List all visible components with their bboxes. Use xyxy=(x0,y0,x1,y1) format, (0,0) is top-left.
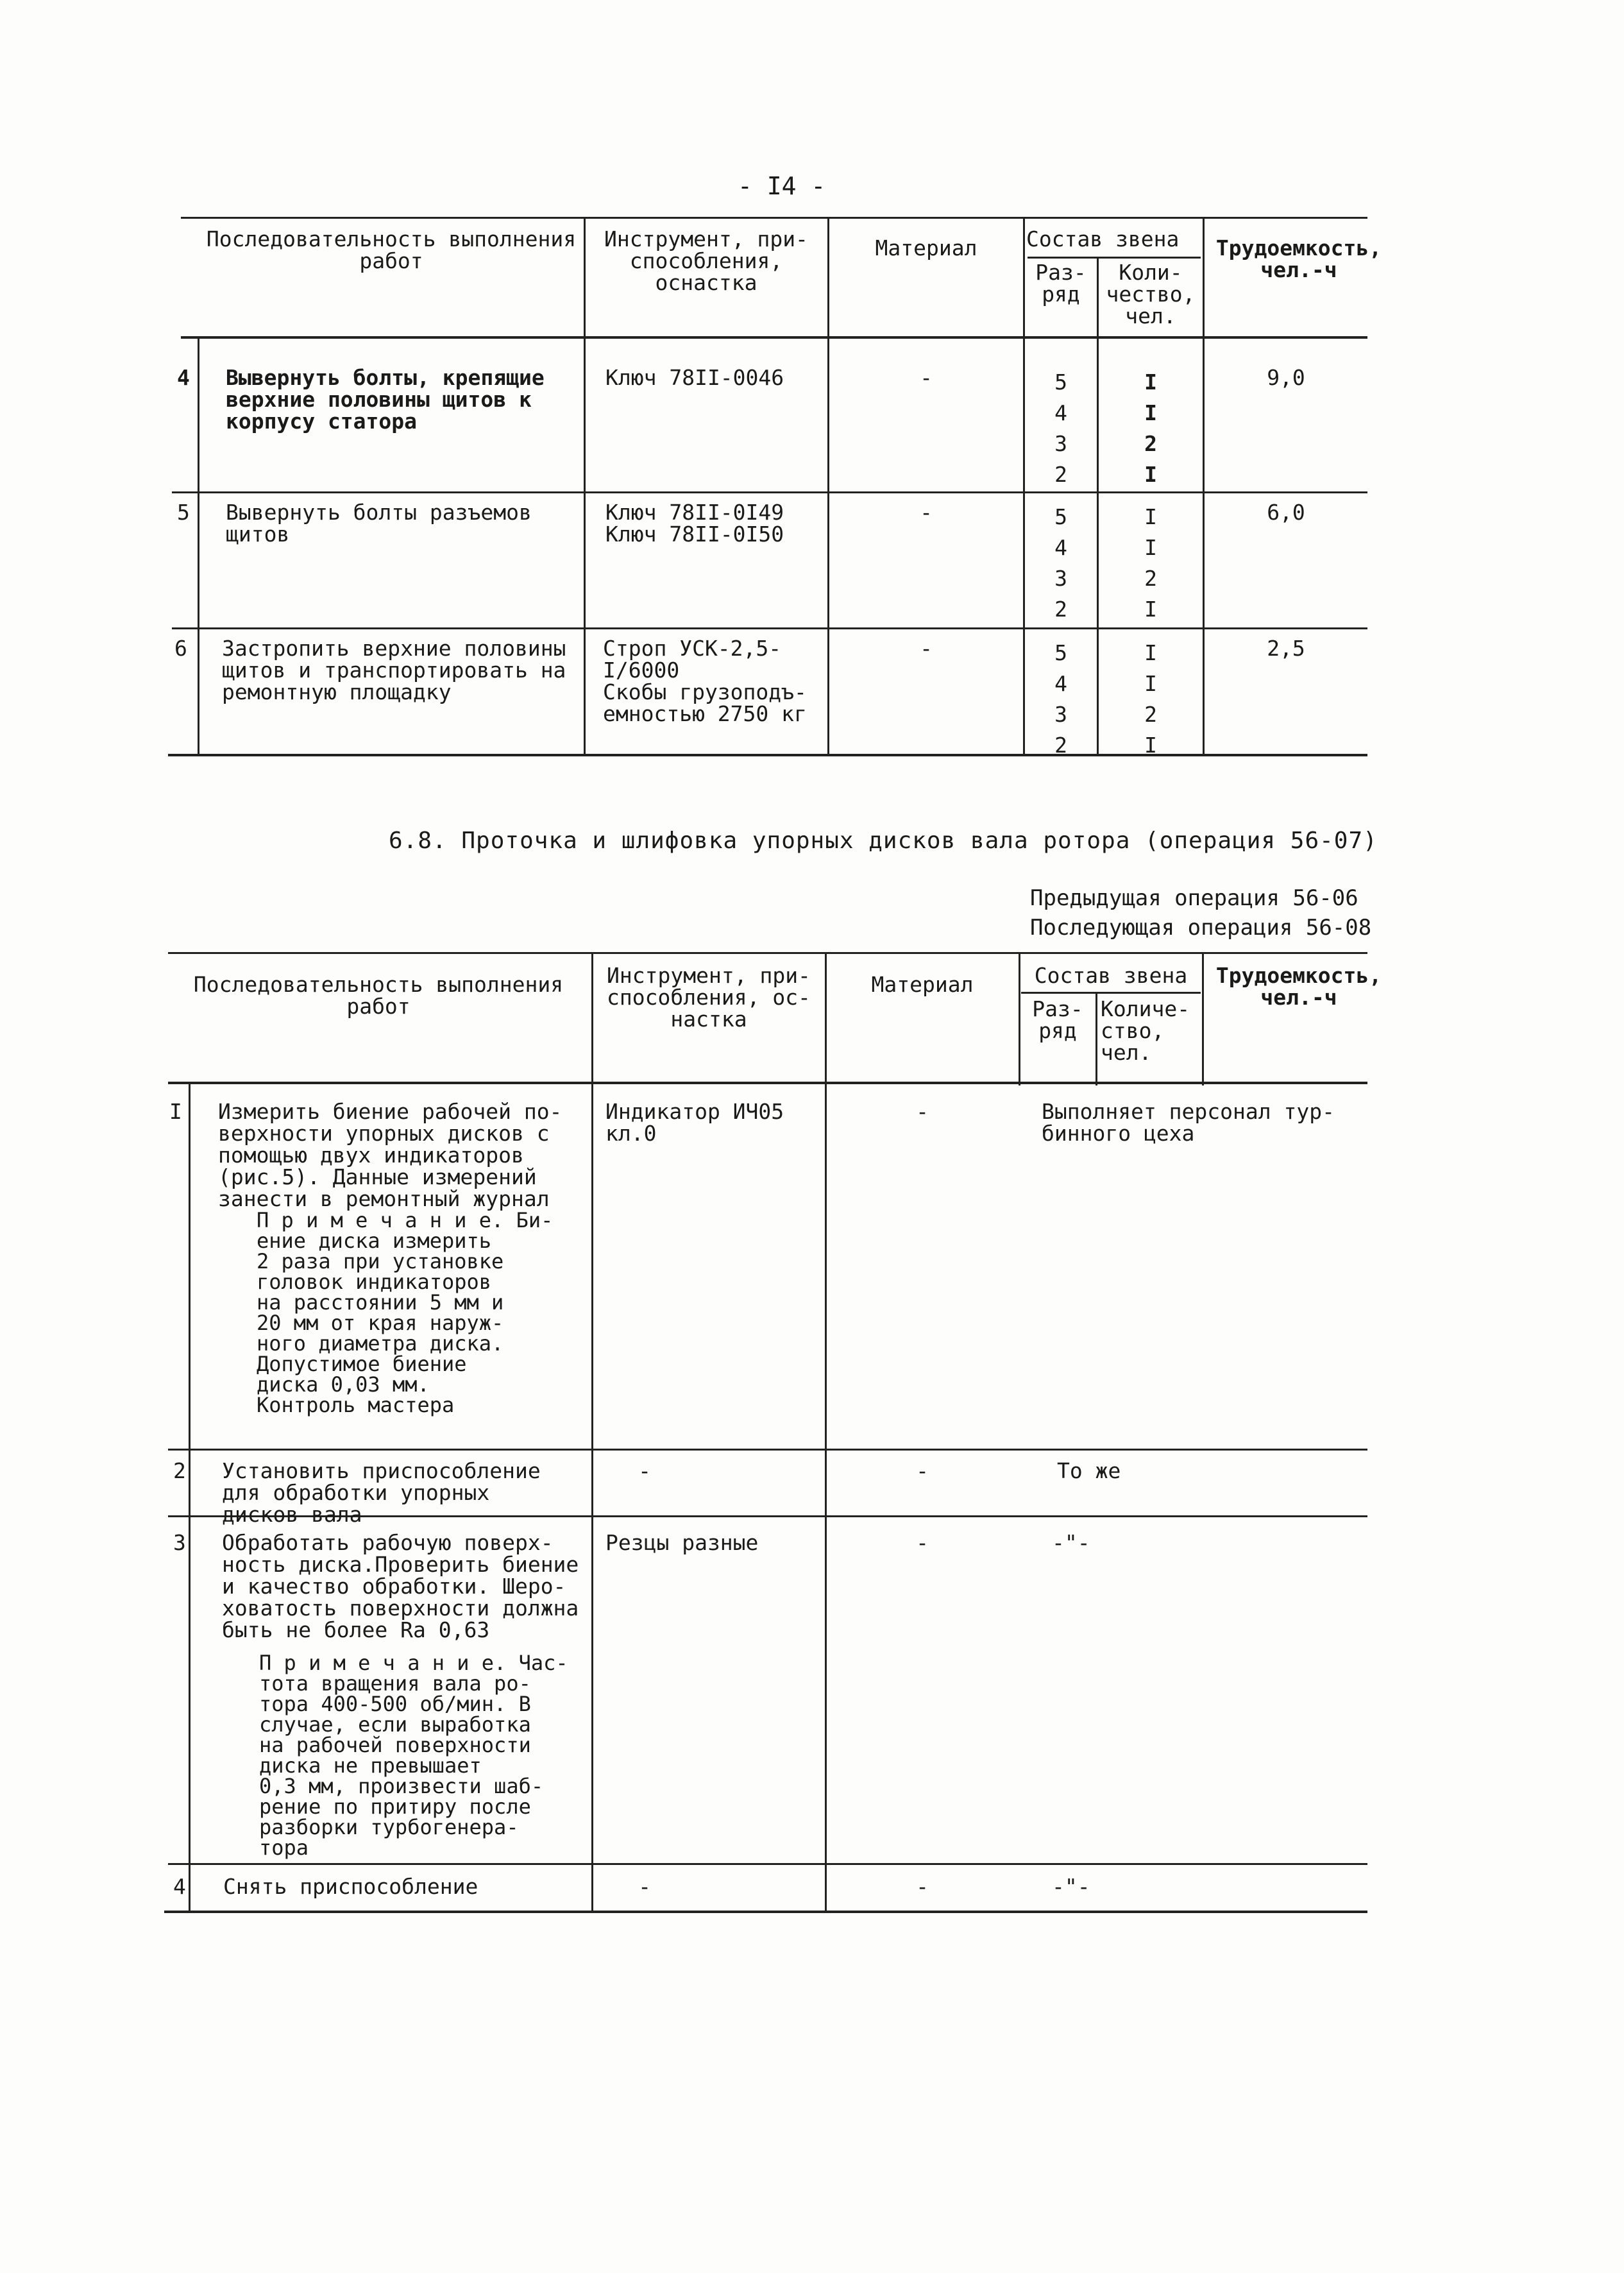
t2-vline xyxy=(189,1084,190,1912)
t2-header-tool: Инструмент, при- способления, ос- настка xyxy=(607,963,811,1032)
t1-row-work: Вывернуть болты разъемов щитов xyxy=(226,500,532,547)
t2-row-material: - xyxy=(916,1458,929,1483)
t2-vline xyxy=(1019,953,1020,1085)
section-heading: 6.8. Проточка и шлифовка упорных дисков вала ротора (операция 56-07) xyxy=(389,828,1378,854)
t1-top-rule xyxy=(181,217,1367,219)
t1-row-number: 4 xyxy=(177,365,190,390)
t1-crew-rule xyxy=(1028,257,1201,259)
t1-header-crew: Состав звена xyxy=(1026,226,1180,251)
t1-row-tool: Строп УСК-2,5- I/6000 Скобы грузоподъ- емностью 2750 кг xyxy=(603,636,807,726)
t2-row-tool: Индикатор ИЧ05 кл.0 xyxy=(605,1099,784,1146)
t2-vline xyxy=(1202,953,1204,1085)
t2-row-crew-text: -"- xyxy=(1052,1874,1090,1899)
t2-row-material: - xyxy=(916,1099,929,1124)
page-number: - I4 - xyxy=(738,172,826,200)
t1-row-tool: Ключ 78II-0046 xyxy=(605,365,784,390)
t1-header-labor: Трудоемкость, чел.-ч xyxy=(1215,235,1382,282)
t2-row-note: П р и м е ч а н и е. Час- тота вращения вала ро- тора 400-500 об/мин. В случае, если выработка на рабочей поверхности диска не превышает 0,3 мм, произвести шаб- рение по притиру после разборки турбогенера- тора xyxy=(259,1651,568,1860)
t1-row-counts: I I 2 I xyxy=(1144,504,1157,622)
t1-row-material: - xyxy=(920,636,933,661)
t1-vline xyxy=(584,218,586,756)
t2-row-number: 4 xyxy=(173,1874,186,1899)
t2-row-work: Установить приспособление для обработки упорных дисков вала xyxy=(222,1458,541,1527)
t2-crew-rule xyxy=(1021,992,1201,994)
next-operation: Последующая операция 56-08 xyxy=(1030,915,1372,941)
t1-vline xyxy=(1023,218,1025,756)
t2-row-tool: - xyxy=(638,1458,651,1483)
t1-vline xyxy=(198,339,199,756)
t2-row-material: - xyxy=(916,1874,929,1899)
t2-row-number: I xyxy=(169,1099,182,1124)
t2-row-crew-text: То же xyxy=(1057,1458,1121,1483)
t2-row-crew-text: -"- xyxy=(1052,1530,1090,1555)
t2-header-grade: Раз- ряд xyxy=(1032,996,1083,1043)
t1-row-labor: 2,5 xyxy=(1267,636,1305,661)
t1-vline xyxy=(1203,218,1205,756)
t2-row-number: 2 xyxy=(173,1458,186,1483)
t2-row-tool: - xyxy=(638,1874,651,1899)
t2-row-material: - xyxy=(916,1530,929,1555)
t2-row-work: Измерить биение рабочей по- верхности упорных дисков с помощью двух индикаторов (рис.5). Данные измерений занести в ремонтный журнал xyxy=(218,1099,562,1211)
t2-row-work: Обработать рабочую поверх- ность диска.Проверить биение и качество обработки. Шеро- ховатость поверхности должна быть не более Ra 0,63 xyxy=(222,1530,579,1642)
t2-top-rule xyxy=(168,952,1367,954)
t1-row-work: Вывернуть болты, крепящие верхние половины щитов к корпусу статора xyxy=(226,365,545,434)
t2-header-rule xyxy=(168,1082,1367,1084)
t1-row-grades: 5 4 3 2 xyxy=(1054,370,1067,487)
t1-row-rule xyxy=(172,627,1367,629)
t1-header-tool: Инструмент, при- способления, оснастка xyxy=(604,226,808,295)
t2-header-crew: Состав звена xyxy=(1034,963,1188,988)
t2-vline xyxy=(1095,993,1097,1085)
t2-header-labor: Трудоемкость, чел.-ч xyxy=(1215,963,1382,1010)
t1-header-sequence: Последовательность выполнения работ xyxy=(206,226,577,273)
t1-row-counts: I I 2 I xyxy=(1144,640,1157,758)
t1-vline xyxy=(827,218,829,756)
t2-row-note: П р и м е ч а н и е. Би- ение диска измерить 2 раза при установке головок индикаторов на расстоянии 5 мм и 20 мм от края наруж- ного диаметра диска. Допустимое биение диска 0,03 мм. Контроль мастера xyxy=(257,1208,554,1417)
t2-bottom-rule xyxy=(164,1911,1367,1913)
t1-vline xyxy=(1097,258,1099,756)
t1-row-grades: 5 4 3 2 xyxy=(1054,504,1067,622)
t1-row-counts: I I 2 I xyxy=(1144,370,1157,487)
t2-row-work: Снять приспособление xyxy=(223,1874,478,1899)
t2-row-rule xyxy=(168,1863,1367,1865)
t2-row-crew-text: Выполняет персонал тур- бинного цеха xyxy=(1042,1099,1335,1146)
t2-row-number: 3 xyxy=(173,1530,186,1555)
t2-vline xyxy=(591,953,593,1912)
t1-row-labor: 9,0 xyxy=(1267,365,1305,390)
t2-row-rule xyxy=(168,1449,1367,1451)
t1-row-tool: Ключ 78II-0I49 Ключ 78II-0I50 xyxy=(605,500,784,547)
t1-row-work: Застропить верхние половины щитов и транспортировать на ремонтную площадку xyxy=(222,636,566,704)
t1-header-material: Материал xyxy=(875,235,977,260)
t2-header-material: Материал xyxy=(871,972,974,997)
t1-row-rule xyxy=(172,491,1367,493)
t1-row-number: 6 xyxy=(174,636,187,661)
t1-row-grades: 5 4 3 2 xyxy=(1054,640,1067,758)
t1-header-count: Коли- чество, чел. xyxy=(1106,260,1196,328)
t2-vline xyxy=(825,953,827,1912)
t1-row-material: - xyxy=(920,500,933,525)
t2-row-tool: Резцы разные xyxy=(605,1530,759,1555)
t1-header-grade: Раз- ряд xyxy=(1035,260,1087,307)
t1-row-labor: 6,0 xyxy=(1267,500,1305,525)
t2-header-count: Количе- ство, чел. xyxy=(1101,996,1190,1065)
t1-row-material: - xyxy=(920,365,933,390)
t1-row-number: 5 xyxy=(177,500,190,525)
previous-operation: Предыдущая операция 56-06 xyxy=(1030,885,1358,911)
t2-header-sequence: Последовательность выполнения работ xyxy=(193,972,564,1019)
t1-header-rule xyxy=(181,336,1367,339)
